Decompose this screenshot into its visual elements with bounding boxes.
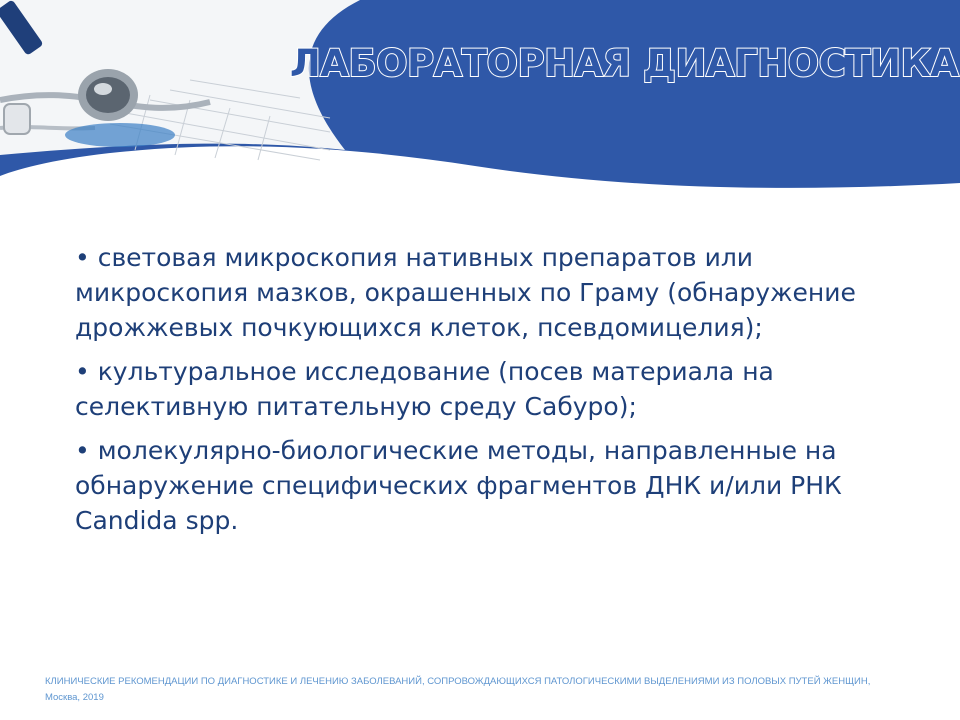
bullet-list — [75, 240, 895, 547]
bullet-item-culture: • культуральное исследование (посев материала на селективную питательную среду Сабуро); — [75, 357, 774, 421]
bullet-item-molecular: • молекулярно-биологические методы, направленные на обнаружение специфических фрагментов ДНК и/или РНК Candida spp. — [75, 436, 842, 535]
bullet-item-microscopy: • световая микроскопия нативных препаратов или микроскопия мазков, окрашенных по Граму (обнаружение дрожжевых почкующихся клеток, псевдомицелия); — [75, 243, 856, 342]
source-footnote: КЛИНИЧЕСКИЕ РЕКОМЕНДАЦИИ ПО ДИАГНОСТИКЕ И ЛЕЧЕНИЮ ЗАБОЛЕВАНИЙ, СОПРОВОЖДАЮЩИХСЯ ПАТОЛОГИЧЕСКИМИ ВЫДЕЛЕНИЯМИ ИЗ ПОЛОВЫХ ПУТЕЙ ЖЕНЩИН, Москва, 2019 — [45, 676, 871, 703]
page-title: ЛАБОРАТОРНАЯ ДИАГНОСТИКА — [290, 42, 959, 85]
header-banner — [0, 0, 960, 200]
